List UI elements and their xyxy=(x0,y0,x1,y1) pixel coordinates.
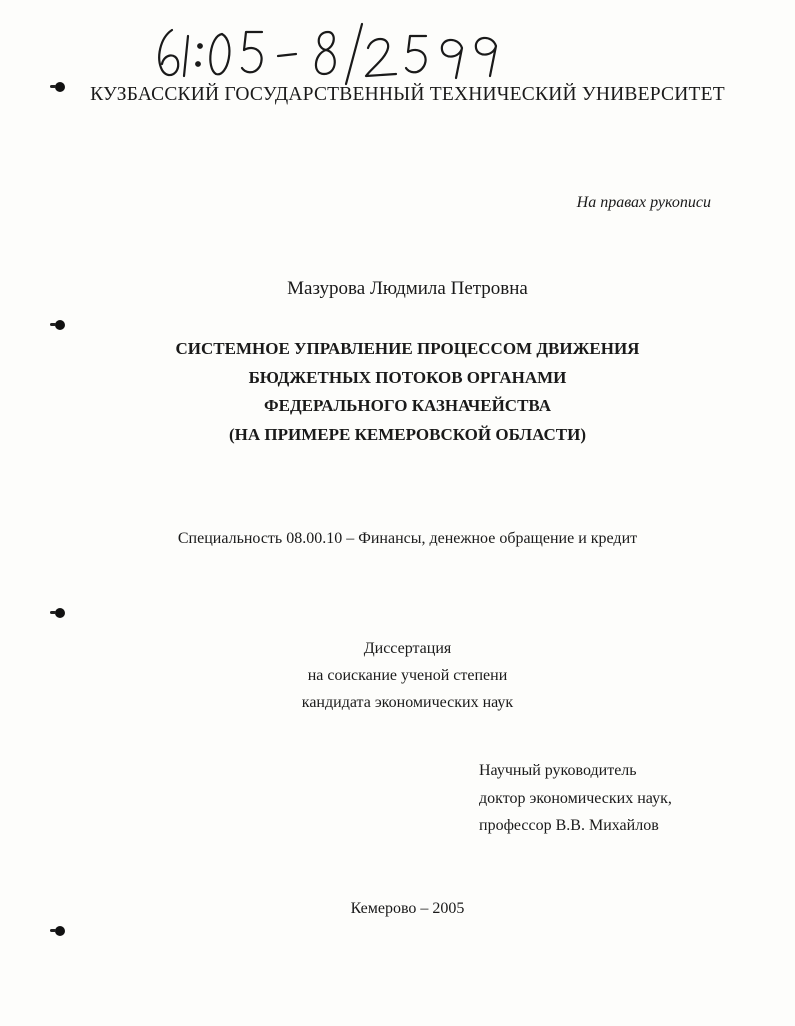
thesis-title-line: СИСТЕМНОЕ УПРАВЛЕНИЕ ПРОЦЕССОМ ДВИЖЕНИЯ xyxy=(175,339,640,358)
thesis-title-line: БЮДЖЕТНЫХ ПОТОКОВ ОРГАНАМИ xyxy=(248,368,567,387)
punch-hole-mark xyxy=(55,608,65,618)
punch-hole-mark xyxy=(55,926,65,936)
manuscript-rights-note: На правах рукописи xyxy=(576,194,711,211)
punch-hole-mark xyxy=(55,320,65,330)
advisor-line: доктор экономических наук, xyxy=(479,790,672,807)
author-name: Мазурова Людмила Петровна xyxy=(287,278,528,299)
dissertation-type-line: на соискание ученой степени xyxy=(307,667,508,684)
handwritten-archive-mark-text: 61:05-8/2599 xyxy=(150,18,156,19)
dissertation-type-line: Диссертация xyxy=(363,640,452,657)
advisor-line: профессор В.В. Михайлов xyxy=(479,817,659,834)
thesis-title-line: ФЕДЕРАЛЬНОГО КАЗНАЧЕЙСТВА xyxy=(264,396,551,415)
city-year: Кемерово – 2005 xyxy=(350,900,465,917)
handwritten-archive-mark-drawing xyxy=(150,18,530,88)
dissertation-type-line: кандидата экономических наук xyxy=(301,694,514,711)
thesis-title-line: (НА ПРИМЕРЕ КЕМЕРОВСКОЙ ОБЛАСТИ) xyxy=(228,425,586,444)
advisor-line: Научный руководитель xyxy=(479,762,637,779)
specialty-line: Специальность 08.00.10 – Финансы, денежное обращение и кредит xyxy=(177,530,638,547)
university-name: КУЗБАССКИЙ ГОСУДАРСТВЕННЫЙ ТЕХНИЧЕСКИЙ УНИВЕРСИТЕТ xyxy=(90,84,725,105)
handwritten-archive-mark xyxy=(150,18,530,88)
